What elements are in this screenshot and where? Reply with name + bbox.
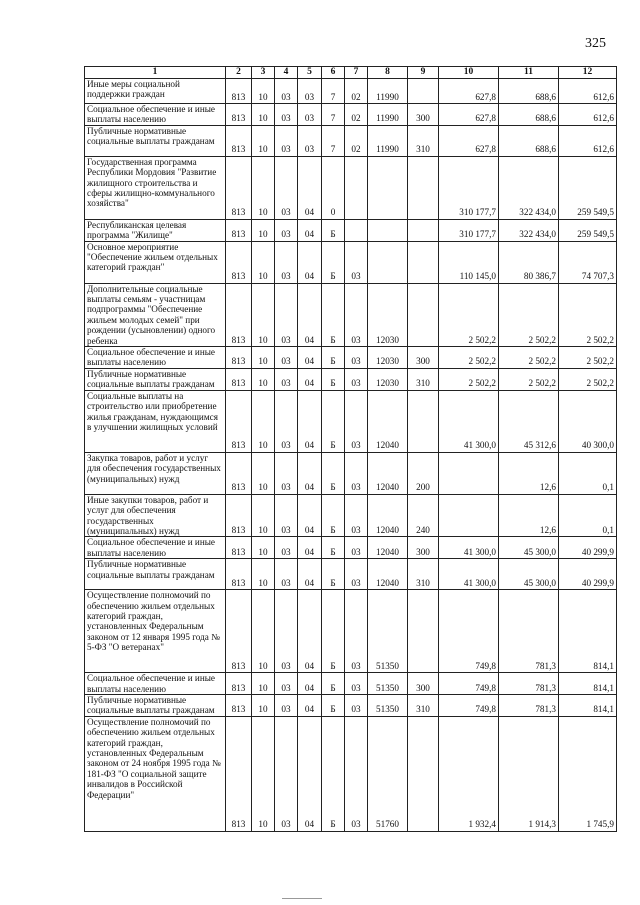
cell-col-3: 10 — [252, 347, 275, 369]
cell-col-5: 04 — [298, 537, 322, 559]
cell-col-8: 11990 — [368, 79, 408, 104]
cell-col-6: Б — [322, 494, 345, 537]
cell-col-7: 03 — [345, 452, 368, 494]
cell-col-4: 03 — [275, 368, 298, 390]
cell-col-10: 2 502,2 — [439, 347, 499, 369]
cell-col-7: 03 — [345, 241, 368, 283]
cell-col-11: 322 434,0 — [499, 219, 559, 241]
cell-col-12: 0,1 — [559, 452, 617, 494]
row-name — [85, 156, 226, 219]
cell-col-7: 03 — [345, 559, 368, 590]
row-name-text: Социальное обеспечение и иные выплаты населению — [87, 673, 215, 694]
column-header-9: 9 — [408, 67, 439, 79]
row-name-text: Основное мероприятие "Обеспечение жильем отдельных категорий граждан" — [87, 241, 218, 273]
row-name — [85, 673, 226, 695]
cell-col-5: 04 — [298, 559, 322, 590]
cell-col-4: 03 — [275, 241, 298, 283]
row-name-text: Дополнительные социальные выплаты семьям - участницам подпрограммы "Обеспечение жильем молодых семей" при рождении (усыновлении) одного ребенка — [87, 283, 216, 346]
cell-col-4: 03 — [275, 156, 298, 219]
cell-col-8: 12040 — [368, 452, 408, 494]
cell-col-5: 04 — [298, 694, 322, 716]
table-row — [85, 390, 617, 452]
header-row — [85, 67, 617, 79]
row-name-text: Осуществление полномочий по обеспечению жильем отдельных категорий граждан, установленных Федеральным законом от 12 января 1995 года № 5-ФЗ "О ветеранах" — [87, 590, 220, 653]
cell-col-4: 03 — [275, 125, 298, 156]
cell-col-10: 749,8 — [439, 673, 499, 695]
cell-col-3: 10 — [252, 452, 275, 494]
cell-col-11: 688,6 — [499, 79, 559, 104]
cell-col-9 — [408, 219, 439, 241]
cell-col-2: 813 — [226, 537, 252, 559]
cell-col-3: 10 — [252, 125, 275, 156]
cell-col-11: 12,6 — [499, 452, 559, 494]
cell-col-2: 813 — [226, 241, 252, 283]
cell-col-2: 813 — [226, 368, 252, 390]
row-name — [85, 494, 226, 537]
cell-col-9 — [408, 590, 439, 673]
cell-col-9: 300 — [408, 673, 439, 695]
page-number: 325 — [585, 36, 606, 51]
cell-col-10: 627,8 — [439, 79, 499, 104]
cell-col-7: 03 — [345, 590, 368, 673]
row-name — [85, 347, 226, 369]
cell-col-2: 813 — [226, 590, 252, 673]
cell-col-10: 2 502,2 — [439, 283, 499, 346]
column-header-3: 3 — [252, 67, 275, 79]
cell-col-7: 03 — [345, 494, 368, 537]
table-row — [85, 79, 617, 104]
cell-col-7: 03 — [345, 537, 368, 559]
cell-col-8: 12030 — [368, 347, 408, 369]
cell-col-7: 02 — [345, 79, 368, 104]
cell-col-11: 2 502,2 — [499, 368, 559, 390]
cell-col-11: 781,3 — [499, 590, 559, 673]
cell-col-5: 04 — [298, 219, 322, 241]
cell-col-6: Б — [322, 590, 345, 673]
cell-col-11: 2 502,2 — [499, 347, 559, 369]
cell-col-4: 03 — [275, 79, 298, 104]
cell-col-6: Б — [322, 283, 345, 346]
cell-col-10 — [439, 452, 499, 494]
table-row — [85, 241, 617, 283]
cell-col-7: 02 — [345, 125, 368, 156]
cell-col-3: 10 — [252, 694, 275, 716]
row-name — [85, 390, 226, 452]
cell-col-12: 2 502,2 — [559, 347, 617, 369]
cell-col-6: Б — [322, 559, 345, 590]
cell-col-3: 10 — [252, 283, 275, 346]
cell-col-7: 03 — [345, 673, 368, 695]
table-row — [85, 452, 617, 494]
cell-col-3: 10 — [252, 537, 275, 559]
cell-col-6: Б — [322, 673, 345, 695]
cell-col-2: 813 — [226, 390, 252, 452]
cell-col-8: 51760 — [368, 716, 408, 831]
cell-col-10: 627,8 — [439, 125, 499, 156]
cell-col-11: 688,6 — [499, 104, 559, 126]
cell-col-12: 40 299,9 — [559, 537, 617, 559]
cell-col-11: 781,3 — [499, 694, 559, 716]
cell-col-8: 51350 — [368, 694, 408, 716]
cell-col-2: 813 — [226, 716, 252, 831]
cell-col-12: 259 549,5 — [559, 156, 617, 219]
cell-col-10: 749,8 — [439, 694, 499, 716]
cell-col-5: 04 — [298, 156, 322, 219]
row-name-text: Социальное обеспечение и иные выплаты населению — [87, 347, 215, 368]
cell-col-4: 03 — [275, 559, 298, 590]
cell-col-8: 12040 — [368, 537, 408, 559]
cell-col-6: Б — [322, 452, 345, 494]
row-name-text: Иные закупки товаров, работ и услуг для обеспечения государственных (муниципальных) нужд — [87, 494, 209, 536]
cell-col-2: 813 — [226, 559, 252, 590]
cell-col-3: 10 — [252, 156, 275, 219]
cell-col-4: 03 — [275, 390, 298, 452]
cell-col-2: 813 — [226, 283, 252, 346]
footer-mark — [282, 898, 322, 899]
table-row — [85, 368, 617, 390]
cell-col-5: 04 — [298, 494, 322, 537]
cell-col-10: 310 177,7 — [439, 156, 499, 219]
row-name — [85, 452, 226, 494]
cell-col-6: Б — [322, 368, 345, 390]
cell-col-5: 04 — [298, 590, 322, 673]
cell-col-3: 10 — [252, 104, 275, 126]
cell-col-5: 04 — [298, 452, 322, 494]
table-body — [85, 79, 617, 832]
cell-col-8 — [368, 219, 408, 241]
cell-col-4: 03 — [275, 537, 298, 559]
cell-col-3: 10 — [252, 494, 275, 537]
row-name — [85, 241, 226, 283]
table-row — [85, 494, 617, 537]
row-name-text: Публичные нормативные социальные выплаты гражданам — [87, 694, 215, 716]
table-row — [85, 156, 617, 219]
cell-col-3: 10 — [252, 559, 275, 590]
cell-col-5: 04 — [298, 390, 322, 452]
cell-col-11: 2 502,2 — [499, 283, 559, 346]
cell-col-2: 813 — [226, 694, 252, 716]
cell-col-4: 03 — [275, 716, 298, 831]
column-header-7: 7 — [345, 67, 368, 79]
cell-col-10: 627,8 — [439, 104, 499, 126]
cell-col-12: 2 502,2 — [559, 283, 617, 346]
cell-col-5: 04 — [298, 673, 322, 695]
cell-col-9: 300 — [408, 537, 439, 559]
cell-col-7: 03 — [345, 716, 368, 831]
cell-col-5: 03 — [298, 104, 322, 126]
column-header-1: 1 — [85, 67, 226, 79]
cell-col-7: 03 — [345, 283, 368, 346]
table-row — [85, 283, 617, 346]
cell-col-2: 813 — [226, 219, 252, 241]
cell-col-7 — [345, 219, 368, 241]
cell-col-6: Б — [322, 537, 345, 559]
row-name-text: Государственная программа Республики Мордовия "Развитие жилищного строительства и сферы жилищно-коммунального хозяйства" — [87, 156, 217, 209]
cell-col-5: 03 — [298, 79, 322, 104]
row-name — [85, 125, 226, 156]
row-name — [85, 368, 226, 390]
cell-col-2: 813 — [226, 347, 252, 369]
cell-col-9 — [408, 390, 439, 452]
cell-col-12: 612,6 — [559, 125, 617, 156]
cell-col-4: 03 — [275, 694, 298, 716]
cell-col-10: 110 145,0 — [439, 241, 499, 283]
cell-col-8: 12040 — [368, 390, 408, 452]
cell-col-9: 300 — [408, 104, 439, 126]
row-name-text: Закупка товаров, работ и услуг для обеспечения государственных (муниципальных) нужд — [87, 452, 221, 484]
cell-col-9 — [408, 156, 439, 219]
cell-col-10: 41 300,0 — [439, 559, 499, 590]
row-name-text: Республиканская целевая программа "Жилище" — [87, 219, 187, 241]
cell-col-7: 02 — [345, 104, 368, 126]
table-row — [85, 716, 617, 831]
cell-col-4: 03 — [275, 673, 298, 695]
row-name-text: Социальное обеспечение и иные выплаты населению — [87, 104, 215, 125]
cell-col-3: 10 — [252, 390, 275, 452]
row-name — [85, 283, 226, 346]
cell-col-7: 03 — [345, 694, 368, 716]
cell-col-9: 310 — [408, 368, 439, 390]
cell-col-10: 749,8 — [439, 590, 499, 673]
cell-col-9: 310 — [408, 694, 439, 716]
cell-col-3: 10 — [252, 716, 275, 831]
cell-col-9: 200 — [408, 452, 439, 494]
cell-col-9 — [408, 283, 439, 346]
cell-col-10: 2 502,2 — [439, 368, 499, 390]
table-row — [85, 125, 617, 156]
cell-col-2: 813 — [226, 494, 252, 537]
cell-col-2: 813 — [226, 452, 252, 494]
cell-col-11: 45 300,0 — [499, 559, 559, 590]
cell-col-12: 814,1 — [559, 694, 617, 716]
cell-col-5: 04 — [298, 283, 322, 346]
row-name-text: Публичные нормативные социальные выплаты гражданам — [87, 368, 215, 390]
row-name — [85, 694, 226, 716]
cell-col-9: 300 — [408, 347, 439, 369]
cell-col-3: 10 — [252, 219, 275, 241]
column-header-10: 10 — [439, 67, 499, 79]
cell-col-3: 10 — [252, 590, 275, 673]
cell-col-11: 322 434,0 — [499, 156, 559, 219]
cell-col-12: 74 707,3 — [559, 241, 617, 283]
column-header-6: 6 — [322, 67, 345, 79]
row-name-text: Осуществление полномочий по обеспечению жильем отдельных категорий граждан, установленных Федеральным законом от 24 ноября 1995 года № 181-ФЗ "О социальной защите инвалидов в Российской Федерации" — [87, 716, 221, 800]
column-header-5: 5 — [298, 67, 322, 79]
cell-col-5: 04 — [298, 716, 322, 831]
cell-col-11: 1 914,3 — [499, 716, 559, 831]
cell-col-6: 0 — [322, 156, 345, 219]
cell-col-8: 12030 — [368, 368, 408, 390]
budget-table — [84, 66, 617, 832]
cell-col-9 — [408, 79, 439, 104]
cell-col-12: 2 502,2 — [559, 368, 617, 390]
cell-col-8: 12030 — [368, 283, 408, 346]
column-header-8: 8 — [368, 67, 408, 79]
cell-col-10: 41 300,0 — [439, 390, 499, 452]
cell-col-6: Б — [322, 390, 345, 452]
cell-col-8: 12040 — [368, 494, 408, 537]
cell-col-3: 10 — [252, 241, 275, 283]
table-row — [85, 559, 617, 590]
cell-col-11: 45 312,6 — [499, 390, 559, 452]
cell-col-4: 03 — [275, 347, 298, 369]
cell-col-11: 688,6 — [499, 125, 559, 156]
cell-col-12: 259 549,5 — [559, 219, 617, 241]
row-name-text: Социальные выплаты на строительство или приобретение жилья гражданам, нуждающимся в улучшении жилищных условий — [87, 390, 218, 432]
cell-col-10 — [439, 494, 499, 537]
cell-col-12: 1 745,9 — [559, 716, 617, 831]
cell-col-11: 45 300,0 — [499, 537, 559, 559]
cell-col-10: 1 932,4 — [439, 716, 499, 831]
cell-col-6: Б — [322, 241, 345, 283]
cell-col-10: 41 300,0 — [439, 537, 499, 559]
table-row — [85, 673, 617, 695]
cell-col-6: Б — [322, 347, 345, 369]
cell-col-8: 51350 — [368, 590, 408, 673]
cell-col-12: 40 300,0 — [559, 390, 617, 452]
cell-col-8 — [368, 241, 408, 283]
cell-col-4: 03 — [275, 590, 298, 673]
cell-col-6: Б — [322, 716, 345, 831]
cell-col-5: 03 — [298, 125, 322, 156]
cell-col-5: 04 — [298, 368, 322, 390]
row-name — [85, 590, 226, 673]
column-header-2: 2 — [226, 67, 252, 79]
row-name — [85, 79, 226, 104]
cell-col-4: 03 — [275, 494, 298, 537]
cell-col-9: 240 — [408, 494, 439, 537]
cell-col-9: 310 — [408, 559, 439, 590]
row-name-text: Иные меры социальной поддержки граждан — [87, 79, 180, 100]
cell-col-8: 12040 — [368, 559, 408, 590]
cell-col-8: 11990 — [368, 125, 408, 156]
cell-col-4: 03 — [275, 104, 298, 126]
cell-col-2: 813 — [226, 125, 252, 156]
row-name-text: Публичные нормативные социальные выплаты гражданам — [87, 559, 215, 580]
cell-col-12: 814,1 — [559, 673, 617, 695]
cell-col-4: 03 — [275, 219, 298, 241]
cell-col-6: 7 — [322, 104, 345, 126]
row-name-text: Социальное обеспечение и иные выплаты населению — [87, 537, 215, 558]
cell-col-3: 10 — [252, 79, 275, 104]
cell-col-10: 310 177,7 — [439, 219, 499, 241]
cell-col-7 — [345, 156, 368, 219]
cell-col-12: 814,1 — [559, 590, 617, 673]
row-name — [85, 559, 226, 590]
column-header-4: 4 — [275, 67, 298, 79]
cell-col-6: Б — [322, 694, 345, 716]
table-row — [85, 219, 617, 241]
table-row — [85, 347, 617, 369]
cell-col-11: 12,6 — [499, 494, 559, 537]
cell-col-2: 813 — [226, 104, 252, 126]
column-header-11: 11 — [499, 67, 559, 79]
cell-col-11: 80 386,7 — [499, 241, 559, 283]
cell-col-2: 813 — [226, 156, 252, 219]
cell-col-4: 03 — [275, 452, 298, 494]
row-name — [85, 537, 226, 559]
cell-col-7: 03 — [345, 390, 368, 452]
table-row — [85, 537, 617, 559]
cell-col-3: 10 — [252, 673, 275, 695]
cell-col-9 — [408, 716, 439, 831]
row-name — [85, 716, 226, 831]
row-name — [85, 219, 226, 241]
cell-col-5: 04 — [298, 347, 322, 369]
cell-col-2: 813 — [226, 79, 252, 104]
cell-col-6: 7 — [322, 125, 345, 156]
table-row — [85, 694, 617, 716]
cell-col-9: 310 — [408, 125, 439, 156]
table-row — [85, 590, 617, 673]
row-name-text: Публичные нормативные социальные выплаты гражданам — [87, 125, 215, 147]
cell-col-12: 612,6 — [559, 104, 617, 126]
cell-col-6: Б — [322, 219, 345, 241]
row-name — [85, 104, 226, 126]
cell-col-6: 7 — [322, 79, 345, 104]
cell-col-4: 03 — [275, 283, 298, 346]
cell-col-5: 04 — [298, 241, 322, 283]
column-header-12: 12 — [559, 67, 617, 79]
cell-col-12: 0,1 — [559, 494, 617, 537]
cell-col-3: 10 — [252, 368, 275, 390]
cell-col-7: 03 — [345, 368, 368, 390]
cell-col-2: 813 — [226, 673, 252, 695]
cell-col-8 — [368, 156, 408, 219]
cell-col-12: 40 299,9 — [559, 559, 617, 590]
cell-col-9 — [408, 241, 439, 283]
cell-col-8: 11990 — [368, 104, 408, 126]
cell-col-11: 781,3 — [499, 673, 559, 695]
table-row — [85, 104, 617, 126]
cell-col-12: 612,6 — [559, 79, 617, 104]
cell-col-7: 03 — [345, 347, 368, 369]
cell-col-8: 51350 — [368, 673, 408, 695]
